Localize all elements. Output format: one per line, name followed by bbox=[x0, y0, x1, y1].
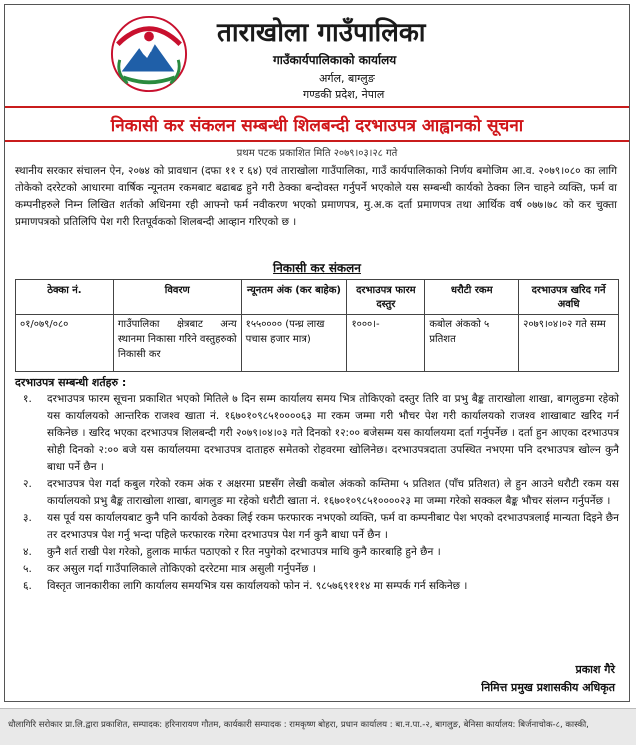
published-date: प्रथम पटक प्रकाशित मिति २०७९।०३।२८ गते bbox=[236, 148, 398, 159]
condition-number: ५. bbox=[23, 563, 32, 575]
signatory-designation: निमित्त प्रमुख प्रशासकीय अधिकृत bbox=[481, 681, 615, 694]
header-row bbox=[16, 280, 619, 315]
condition-item bbox=[15, 476, 619, 510]
conditions-heading: दरभाउपत्र सम्बन्धी शर्तहरु : bbox=[15, 376, 127, 389]
condition-number: ४. bbox=[23, 546, 32, 558]
address-line-1: अर्गल, बाग्लुङ bbox=[319, 72, 375, 85]
notice-banner bbox=[5, 106, 629, 142]
condition-text: कर असुल गर्दा गाउँपालिकाले तोकिएको दररेटमा मात्र असुली गर्नुपर्नेछ । bbox=[47, 563, 316, 575]
municipality-title: ताराखोला गाउँपालिका bbox=[217, 18, 426, 48]
office-name: गाउँकार्यपालिकाको कार्यालय bbox=[273, 53, 397, 67]
condition-number: १. bbox=[23, 393, 32, 405]
signatory-name: प्रकाश गैरे bbox=[575, 663, 615, 676]
condition-number: ६. bbox=[23, 580, 32, 592]
condition-text: दरभाउपत्र फारम सूचना प्रकाशित भएको मितिले ७ दिन सम्म कार्यालय समय भित्र तोकिएको दस्तुर तिरि वा प्रभु बैङ्क ताराखोला शाखा, बागलुङमा रहेको यस कार्यालयको आन्तरिक राजश्व खाता नं. १६७०१०९८५१००००६३ मा रकम जम्मा गरी भौचर पेश गरी कार्यालयको राजश्व शाखाबाट खरिद गर्न सकिनेछ । खरिद भएका दरभाउपत्र शिलबन्दी गरी २०७९।०४।०३ गते दिनको १२:०० बजेसम्म यस कार्यालयमा दर्ता गर्नुपर्नेछ । दर्ता हुन आएका दरभाउपत्र सोही दिनको २:०० बजे यस कार्यालयमा दरभाउपत्र दाताहरु समेतको रोहवरमा खोलिनेछ। दरभाउपत्रदाता उपस्थित नभएमा पनि दरभाउपत्र खोल्न कुनै बाधा पर्ने छैन । bbox=[47, 393, 619, 473]
publisher-footer bbox=[0, 708, 636, 745]
cell-purchase-period: २०७९।०४।०२ गते सम्म bbox=[519, 315, 619, 372]
condition-number: २. bbox=[23, 478, 32, 490]
cell-description: गाउँपालिका क्षेत्रबाट अन्य स्थानमा निकासा गरिने वस्तुहरुको निकासी कर bbox=[113, 315, 241, 372]
cell-form-fee: १०००।- bbox=[347, 315, 425, 372]
table-row bbox=[16, 315, 619, 372]
column-header-purchase-period: दरभाउपत्र खरिद गर्ने अवधि bbox=[519, 280, 619, 315]
condition-number: ३. bbox=[23, 512, 32, 524]
signature-block bbox=[481, 661, 615, 697]
table-header bbox=[16, 280, 619, 315]
nepal-emblem-icon bbox=[110, 15, 188, 93]
condition-item bbox=[15, 544, 619, 561]
public-notice bbox=[4, 4, 630, 702]
condition-item bbox=[15, 510, 619, 544]
notice-title: निकासी कर संकलन सम्बन्धी शिलबन्दी दरभाउपत्र आह्वानको सूचना bbox=[110, 115, 524, 136]
table-title: निकासी कर संकलन bbox=[273, 261, 361, 275]
condition-item bbox=[15, 561, 619, 578]
contract-table bbox=[15, 279, 619, 372]
condition-text: कुनै शर्त राखी पेश गरेको, हुलाक मार्फत पठाएको र रित नपुगेको दरभाउपत्र माथि कुनै कारबाहि हुने छैन । bbox=[47, 546, 441, 558]
cell-deposit: कबोल अंकको ५ प्रतिशत bbox=[425, 315, 519, 372]
notice-header bbox=[5, 5, 631, 105]
conditions-list bbox=[15, 391, 619, 595]
intro-paragraph: स्थानीय सरकार संचालन ऐन, २०७४ को प्रावधान (दफा ११ र ६४) एवं ताराखोला गाउँपालिका, गाउँ कार्यपालिकाको निर्णय बमोजिम आ.व. २०७९।०८० का लागि तोकेको दररेटको आधारमा वार्षिक न्यूनतम रकमबाट बढाबढ हुने गरी ठेक्का बन्दोवस्त गर्नुपर्ने भएकोले यस सम्बन्धी कार्यको ठेक्का लिन चाहने व्यक्ति, फर्म वा कम्पनीहरुले निम्न लिखित शर्तको अधिनमा रही आफ्नो फर्म नवीकरण भएको प्रमाणपत्र, मु.अ.क दर्ता प्रमाणपत्र तथा आर्थिक वर्ष ०७७।७८ को कर चुक्ता प्रमाणपत्रको प्रतिलिपि पेश गरी रितपूर्वकको शिलबन्दी आव्हान गरिएको छ । bbox=[15, 165, 617, 228]
column-header-description: विवरण bbox=[113, 280, 241, 315]
condition-item bbox=[15, 578, 619, 595]
column-header-contract-no: ठेक्का नं. bbox=[16, 280, 114, 315]
cell-minimum-amount: १५५०००० (पन्ध्र लाख पचास हजार मात्र) bbox=[241, 315, 347, 372]
condition-text: विस्तृत जानकारीका लागि कार्यालय समयभित्र यस कार्यालयको फोन नं. ९८५७६९१११४ मा सम्पर्क गर्न सकिनेछ । bbox=[47, 580, 468, 592]
cell-contract-no: ०१/०७९/०८० bbox=[16, 315, 114, 372]
condition-text: यस पूर्व यस कार्यालयबाट कुनै पनि कार्यको ठेक्का लिई रकम फरफारक नभएको व्यक्ति, फर्म वा कम्पनीबाट पेश भएको दरभाउपत्रलाई मान्यता दिइने छैन तर दरभाउपत्र पेश गर्नु भन्दा पहिले फरफारक गरेमा दरभाउपत्र पेश गर्न कुनै बाधा पर्ने छैन । bbox=[47, 512, 619, 541]
address-line-2: गण्डकी प्रदेश, नेपाल bbox=[303, 88, 385, 101]
condition-item bbox=[15, 391, 619, 476]
publisher-info: धौलागिरि सरोकार प्रा.लि.द्वारा प्रकाशित, सम्पादक: हरिनारायण गौतम, कार्यकारी सम्पादक : रामकृष्ण बोहरा, प्रधान कार्यालय : बा.न.पा.-२, बागलुङ, बेनिसा कार्यालय: बिर्जनाचोक-८, कास्की, bbox=[8, 720, 589, 730]
column-header-deposit: धरौटी रकम bbox=[425, 280, 519, 315]
condition-text: दरभाउपत्र पेश गर्दा कबुल गरेको रकम अंक र अक्षरमा प्रष्टसँग लेखी कबोल अंकको कम्तिमा ५ प्रतिशत (पाँच प्रतिशत) ले हुन आउने धरौटी रकम यस कार्यालयको प्रभु बैङ्क ताराखोला शाखा, बागलुङ मा रहेको धरौटी खाता नं. १६७०१०९८५१००००२३ मा जम्मा गरेको सक्कल बैङ्क भौचर संलग्न गर्नुपर्नेछ । bbox=[47, 478, 619, 507]
column-header-minimum-amount: न्यूनतम अंक (कर बाहेक) bbox=[241, 280, 347, 315]
column-header-form-fee: दरभाउपत्र फारम दस्तुर bbox=[347, 280, 425, 315]
